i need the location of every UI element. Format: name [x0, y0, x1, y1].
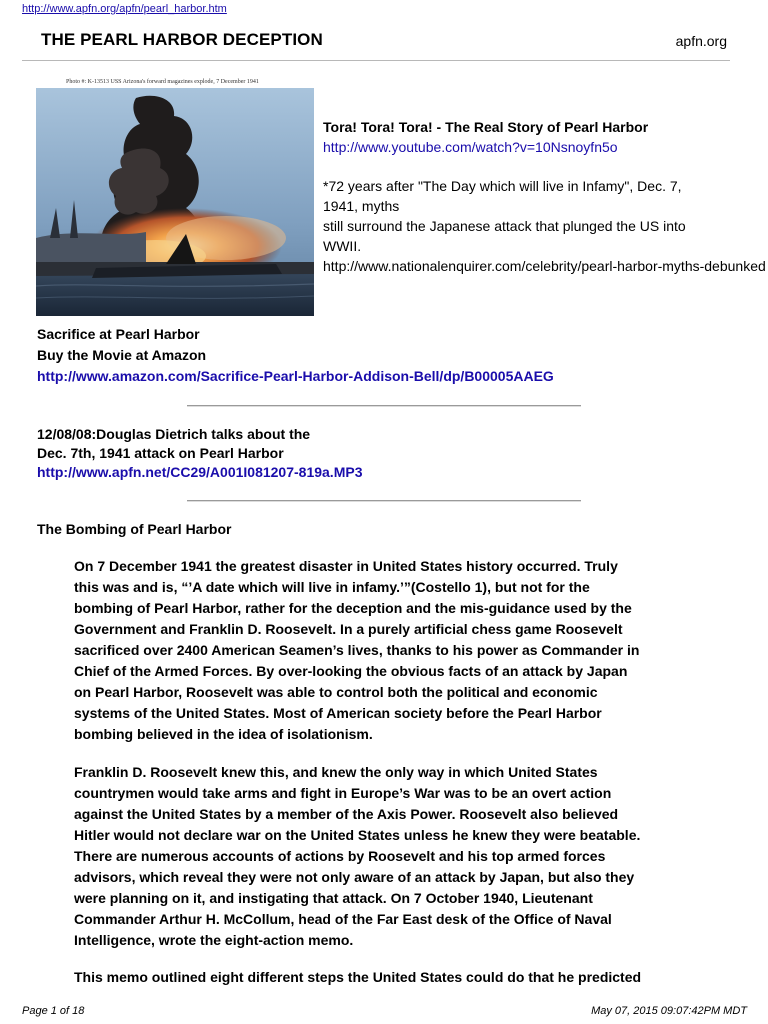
- article-paragraph: [74, 762, 704, 951]
- dietrich-block: [37, 425, 362, 482]
- page-number: Page 1 of 18: [22, 1005, 85, 1017]
- youtube-link[interactable]: http://www.youtube.com/watch?v=10Nsnoyfn5o: [323, 139, 618, 155]
- paragraph-line: This memo outlined eight different steps the United States could do that he predicted: [74, 969, 642, 985]
- dietrich-line: Dec. 7th, 1941 attack on Pearl Harbor: [37, 445, 284, 461]
- paragraph-line: On 7 December 1941 the greatest disaster in United States history occurred. Truly: [74, 558, 618, 574]
- source-url-link[interactable]: http://www.apfn.org/apfn/pearl_harbor.htm: [22, 3, 227, 15]
- quote-line: *72 years after "The Day which will live in Infamy", Dec. 7,: [323, 178, 682, 194]
- paragraph-line: Hitler would not declare war on the United States unless he knew they were beatable.: [74, 827, 641, 843]
- print-timestamp: May 07, 2015 09:07:42PM MDT: [591, 1005, 747, 1017]
- myths-quote: [323, 176, 768, 276]
- quote-line: 1941, myths: [323, 198, 400, 214]
- video-title: Tora! Tora! Tora! - The Real Story of Pearl Harbor: [323, 119, 649, 135]
- amazon-link[interactable]: http://www.amazon.com/Sacrifice-Pearl-Harbor-Addison-Bell/dp/B00005AAEG: [37, 368, 554, 384]
- sacrifice-block: [37, 324, 554, 387]
- dietrich-line: 12/08/08:Douglas Dietrich talks about the: [37, 426, 311, 442]
- quote-line: still surround the Japanese attack that plunged the US into: [323, 218, 686, 234]
- mp3-link[interactable]: http://www.apfn.net/CC29/A001I081207-819a.MP3: [37, 464, 363, 480]
- document-title: THE PEARL HARBOR DECEPTION: [41, 30, 323, 49]
- paragraph-line: against the United States by a member of the Axis Power. Roosevelt also believed: [74, 806, 619, 822]
- article-heading: The Bombing of Pearl Harbor: [37, 521, 232, 537]
- paragraph-line: Commander Arthur H. McCollum, head of the Far East desk of the Office of Naval: [74, 911, 612, 927]
- paragraph-line: were planning on it, and instigating that attack. On 7 October 1940, Lieutenant: [74, 890, 593, 906]
- photo-caption: Photo #: K-13513 USS Arizona's forward magazines explode, 7 December 1941: [66, 79, 259, 85]
- paragraph-line: on Pearl Harbor, Roosevelt was able to control both the political and economic: [74, 684, 598, 700]
- paragraph-line: bombing of Pearl Harbor, rather for the deception and the mis-guidance used by the: [74, 600, 632, 616]
- article-paragraph: [74, 556, 704, 745]
- video-info-block: [323, 117, 768, 276]
- paragraph-line: this was and is, “’A date which will live in infamy.’”(Costello 1), but not for the: [74, 579, 590, 595]
- sacrifice-title: Sacrifice at Pearl Harbor: [37, 326, 200, 342]
- paragraph-line: countrymen would take arms and fight in Europe’s War was to be an overt action: [74, 785, 612, 801]
- explosion-image: [36, 88, 314, 316]
- enquirer-url: http://www.nationalenquirer.com/celebrity/pearl-harbor-myths-debunked: [323, 258, 766, 274]
- paragraph-line: Franklin D. Roosevelt knew this, and knew the only way in which United States: [74, 764, 598, 780]
- paragraph-line: Chief of the Armed Forces. By over-looking the obvious facts of an attack by Japan: [74, 663, 628, 679]
- quote-line: WWII.: [323, 238, 362, 254]
- paragraph-line: Government and Franklin D. Roosevelt. In a purely artificial chess game Roosevelt: [74, 621, 623, 637]
- buy-movie-text: Buy the Movie at Amazon: [37, 347, 207, 363]
- section-divider: [187, 405, 581, 407]
- paragraph-line: advisors, which reveal they were not only aware of an attack by Japan, but also they: [74, 869, 635, 885]
- paragraph-line: There are numerous accounts of actions by Roosevelt and his top armed forces: [74, 848, 606, 864]
- paragraph-line: sacrificed over 2400 American Seamen’s lives, thanks to his power as Commander in: [74, 642, 640, 658]
- paragraph-line: bombing believed in the idea of isolationism.: [74, 726, 373, 742]
- paragraph-line: systems of the United States. Most of American society before the Pearl Harbor: [74, 705, 602, 721]
- paragraph-line: Intelligence, wrote the eight-action memo.: [74, 932, 354, 948]
- title-divider: [22, 60, 730, 61]
- site-name: apfn.org: [675, 33, 727, 49]
- article-paragraph: [74, 967, 704, 988]
- uss-arizona-explosion-photo: [36, 74, 314, 316]
- section-divider: [187, 500, 581, 502]
